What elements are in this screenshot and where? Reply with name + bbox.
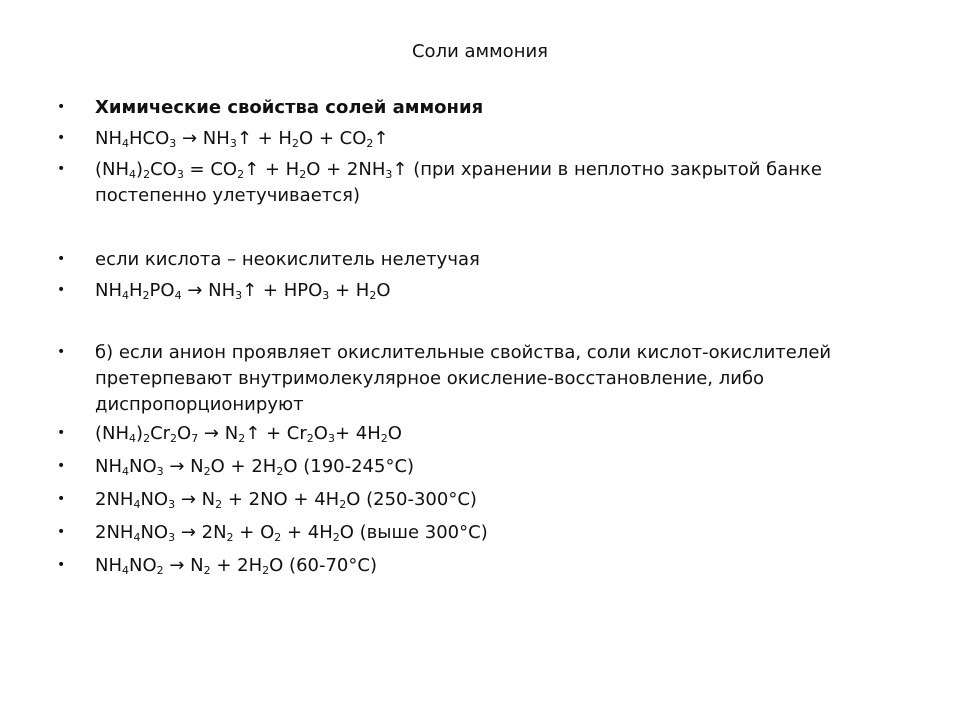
bullet-icon: • [57,458,66,474]
list-item-text: $2NH_4NO_3 \to N_2 + 2NO + 4H_2O$ (250-300°C) [95,489,477,511]
list-item-text: $NH_4NO_2 \to N_2 + 2H_2O$ (60-70°C) [95,555,377,577]
slide-title: Соли аммония [411,41,548,62]
bullet-icon: • [57,344,66,360]
bullet-icon: • [57,425,66,441]
list-item-text: $(NH_4)_2CO_3$ = $CO_2↑ + H_2O$ + $2NH_3↑$ (при хранении в неплотно закрытой банке постепенно улетучивается) [95,159,828,206]
list-item-text: $NH_4HCO_3$ → $NH_3↑ + H_2O$ + $CO_2↑$ [95,128,389,150]
list-item-text: если кислота – неокислитель нелетучая [95,249,480,270]
bullet-icon: • [57,282,66,298]
bullet-icon: • [57,251,66,267]
bullet-icon: • [57,130,66,146]
list-item-text: $2NH_4NO_3 \to 2N_2 + O_2 + 4H_2O$ (выше 300°C) [95,522,488,544]
list-item-text: $NH_4NO_3 \to N_2O + 2H_2O$ (190-245°C) [95,456,415,478]
bullet-icon: • [57,99,66,115]
bullet-icon: • [57,491,66,507]
list-item-text: б) если анион проявляет окислительные свойства, соли кислот-окислителей претерпевают внутримолекулярное окисление-восстановление, либо диспропорционируют [95,342,837,415]
list-item-text: Химические свойства солей аммония [95,97,484,118]
bullet-icon: • [57,524,66,540]
bullet-icon: • [57,557,66,573]
list-item-text: $(NH_4)_2Cr_2O_7$ → $N_2↑ + Cr_2O_3+ 4H_2O$ [95,423,402,445]
bullet-icon: • [57,161,66,177]
list-item-text: $NH_4H_2PO_4$ → $NH_3↑ + HPO_3 + H_2O$ [95,280,391,302]
